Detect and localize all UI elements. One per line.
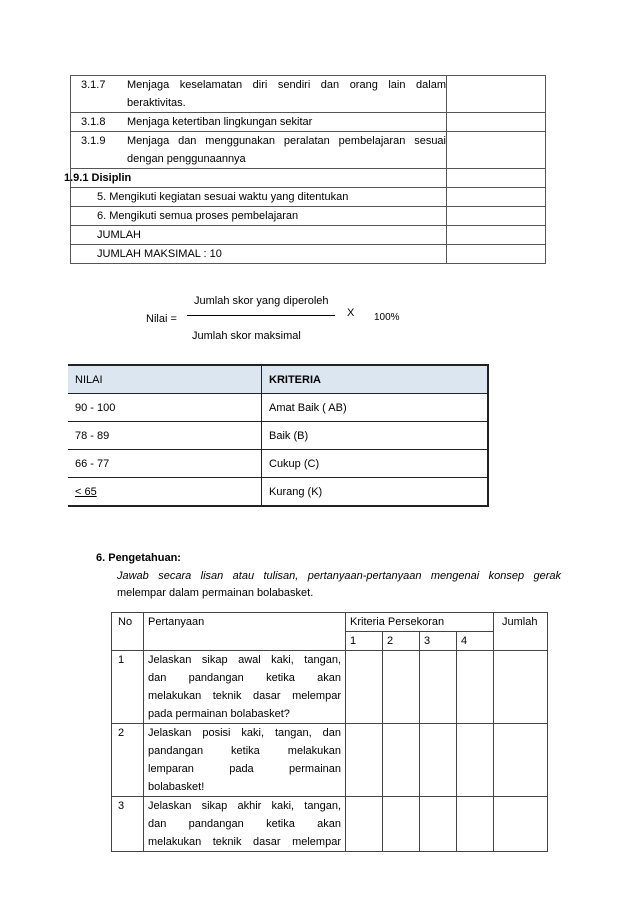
table-cell [447,76,546,113]
nilai-cell: 90 - 100 [68,394,262,422]
nilai-cell: 66 - 77 [68,450,262,478]
question-line: bolabasket! [148,781,205,793]
table-row [71,207,546,226]
table-row [71,245,546,264]
formula-label: Nilai = [146,313,177,325]
formula-times: X [347,307,355,319]
score-cell [457,724,494,797]
question-line: melakukan teknik dasar melempar [148,690,341,702]
table-cell [447,245,546,264]
table-cell [71,132,447,169]
table-cell [447,207,546,226]
no-cell: 2 [112,724,144,797]
table-row [68,422,488,450]
table-cell [71,226,447,245]
no-cell: 3 [112,797,144,852]
kriteria-cell: Kurang (K) [262,478,489,507]
table-header-row [68,365,488,394]
table-cell [71,245,447,264]
header-jumlah: Jumlah [494,613,548,651]
item-number: 3.1.8 [81,116,106,128]
header-pertanyaan: Pertanyaan [144,613,346,651]
table-cell [64,169,447,188]
item-text: Menjaga keselamatan diri sendiri dan orang lain dalam [127,79,446,91]
pengetahuan-table [111,612,548,852]
jumlah-label: JUMLAH [97,229,142,241]
question-line: lemparan pada permainan [148,763,341,775]
table-header-row [112,613,548,632]
table-row [71,132,546,169]
table-row [112,651,548,724]
formula-numerator: Jumlah skor yang diperoleh [194,295,329,307]
table-row [71,188,546,207]
question-line: pandangan ketika melakukan [148,745,341,757]
nilai-value: < 65 [75,485,97,498]
question-line: Jelaskan posisi kaki, tangan, dan [148,727,341,739]
pertanyaan-cell [144,797,346,852]
table-row [71,169,546,188]
item-text: dengan penggunaannya [127,153,246,165]
kriteria-cell: Cukup (C) [262,450,489,478]
item-text: Menjaga ketertiban lingkungan sekitar [127,116,313,128]
score-cell [346,797,383,852]
formula-percent: 100% [374,312,400,323]
score-cell [420,797,457,852]
table-cell [71,188,447,207]
table-cell [71,207,447,226]
pengetahuan-instruction: Jawab secara lisan atau tulisan, pertanyaan-pertanyaan mengenai konsep gerak [117,570,561,582]
table-cell [447,169,546,188]
table-cell [447,226,546,245]
score-cell [383,651,420,724]
jumlah-cell [494,651,548,724]
question-line: Jelaskan sikap akhir kaki, tangan, [148,800,341,812]
score-cell [420,651,457,724]
pengetahuan-instruction-2: melempar dalam permainan bolabasket. [117,587,314,599]
question-line: Jelaskan sikap awal kaki, tangan, [148,654,341,666]
table-row [112,724,548,797]
table-row [68,478,488,507]
item-text: beraktivitas. [127,97,186,109]
item-text: 6. Mengikuti semua proses pembelajaran [97,210,299,222]
score-cell [457,651,494,724]
score-cell [346,651,383,724]
header-kriteria: Kriteria Persekoran [346,613,494,632]
jumlah-cell [494,724,548,797]
score-cell [383,797,420,852]
nilai-table [68,364,489,507]
sikap-table [64,75,546,264]
table-row [68,450,488,478]
header-score: 4 [457,632,494,651]
table-row [71,113,546,132]
kriteria-cell: Amat Baik ( AB) [262,394,489,422]
score-cell [383,724,420,797]
table-row [71,76,546,113]
pertanyaan-cell [144,724,346,797]
item-number: 3.1.9 [81,135,106,147]
header-nilai: NILAI [68,365,262,394]
section-heading: 1.9.1 Disiplin [64,172,132,184]
item-text: 5. Mengikuti kegiatan sesuai waktu yang ditentukan [97,191,349,203]
table-cell [71,76,447,113]
score-cell [420,724,457,797]
nilai-cell: 78 - 89 [68,422,262,450]
nilai-cell [68,478,262,507]
jumlah-cell [494,797,548,852]
pertanyaan-cell [144,651,346,724]
item-text: Menjaga dan menggunakan peralatan pembelajaran sesuai [127,135,446,147]
header-no: No [112,613,144,651]
header-kriteria: KRITERIA [262,365,489,394]
table-row [68,394,488,422]
no-cell: 1 [112,651,144,724]
header-score: 3 [420,632,457,651]
formula-denominator: Jumlah skor maksimal [192,330,301,342]
question-line: dan pandangan ketika akan [148,672,341,684]
table-cell [71,113,447,132]
jumlah-maksimal-label: JUMLAH MAKSIMAL : 10 [97,248,222,260]
header-score: 2 [383,632,420,651]
score-cell [346,724,383,797]
item-number: 3.1.7 [81,79,106,91]
table-row [112,797,548,852]
header-score: 1 [346,632,383,651]
score-cell [457,797,494,852]
table-row [71,226,546,245]
question-line: pada permainan bolabasket? [148,708,290,720]
table-cell [447,132,546,169]
pengetahuan-heading: 6. Pengetahuan: [96,552,181,564]
kriteria-cell: Baik (B) [262,422,489,450]
formula-fraction-line [187,315,335,316]
table-cell [447,188,546,207]
question-line: melakukan teknik dasar melempar [148,836,341,848]
table-cell [447,113,546,132]
question-line: dan pandangan ketika akan [148,818,341,830]
